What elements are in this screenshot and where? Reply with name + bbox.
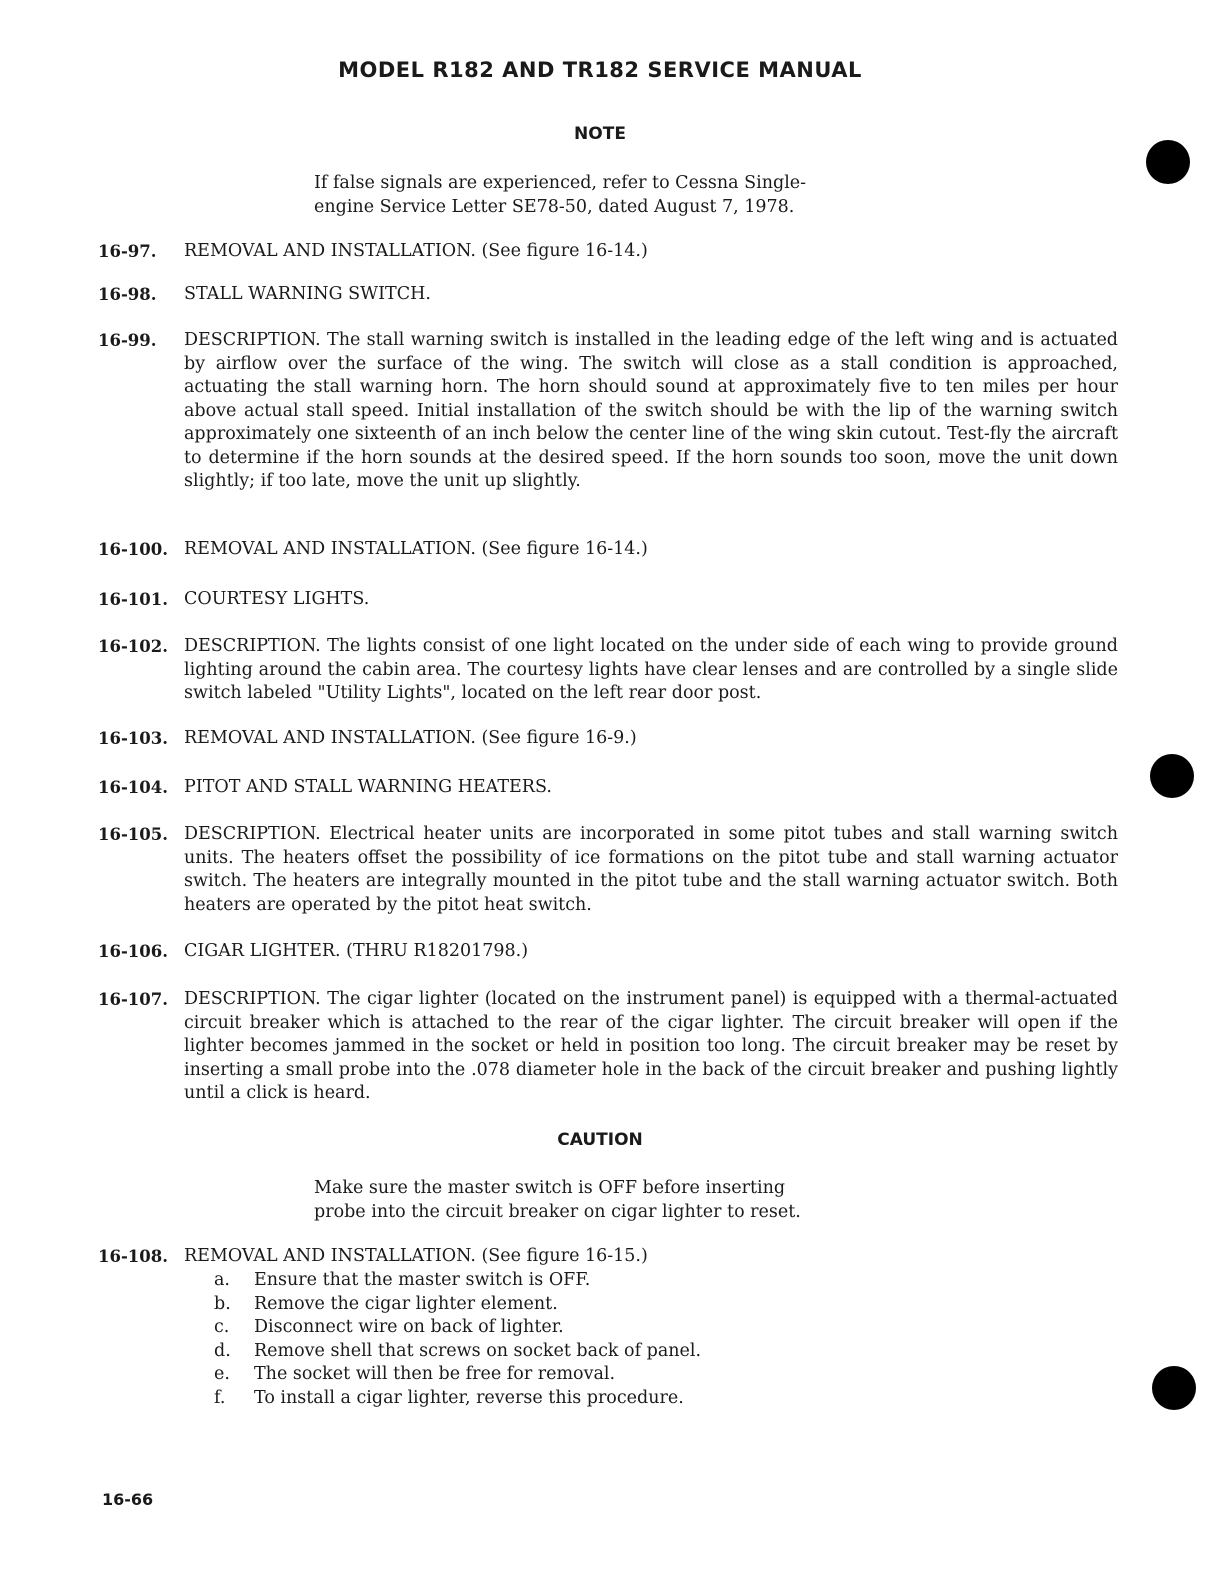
step-text: Remove shell that screws on socket back of panel. <box>254 1340 702 1361</box>
binder-hole <box>1146 140 1190 184</box>
section-text: DESCRIPTION. Electrical heater units are incorporated in some pitot tubes and stall warning switch units. The heaters offset the possibility of ice formations on the pitot tube and stall warning actuator switch. The heaters are integrally mounted in the pitot tube and the stall warning actuator switch. Both heaters are operated by the pitot heat switch. <box>184 824 1118 915</box>
caution-text <box>314 1177 914 1224</box>
section-16-108 <box>98 1245 1118 1269</box>
caution-label: CAUTION <box>557 1130 643 1150</box>
step-letter: b. <box>214 1293 231 1314</box>
section-text: REMOVAL AND INSTALLATION. (See figure 16-14.) <box>184 241 648 261</box>
step-text: Disconnect wire on back of lighter. <box>254 1317 564 1337</box>
procedure-step <box>214 1387 914 1411</box>
section-text: CIGAR LIGHTER. (THRU R18201798.) <box>184 941 529 961</box>
section-text: STALL WARNING SWITCH. <box>184 284 431 304</box>
section-number: 16-98. <box>98 285 157 304</box>
procedure-step <box>214 1293 914 1317</box>
note-label: NOTE <box>574 124 626 144</box>
page-title: MODEL R182 AND TR182 SERVICE MANUAL <box>338 58 862 82</box>
procedure-step <box>214 1269 914 1293</box>
section-16-102 <box>98 635 1118 706</box>
caution-line: probe into the circuit breaker on cigar lighter to reset. <box>314 1201 801 1222</box>
section-16-99 <box>98 329 1118 494</box>
section-16-100 <box>98 538 1118 562</box>
step-letter: d. <box>214 1340 231 1361</box>
procedure-steps <box>214 1269 914 1410</box>
section-text: COURTESY LIGHTS. <box>184 589 370 609</box>
section-16-97 <box>98 240 1118 264</box>
step-text: To install a cigar lighter, reverse this procedure. <box>254 1387 684 1408</box>
section-number: 16-101. <box>98 590 168 609</box>
section-text: PITOT AND STALL WARNING HEATERS. <box>184 777 552 797</box>
step-text: The socket will then be free for removal. <box>254 1364 616 1384</box>
note-line: engine Service Letter SE78-50, dated August 7, 1978. <box>314 196 795 217</box>
section-number: 16-102. <box>98 637 168 656</box>
section-16-103 <box>98 727 1118 751</box>
note-text <box>314 172 914 219</box>
section-16-106 <box>98 940 1118 964</box>
step-letter: f. <box>214 1387 226 1408</box>
section-16-104 <box>98 776 1118 800</box>
section-text: DESCRIPTION. The cigar lighter (located on the instrument panel) is equipped with a thermal-actuated circuit breaker which is attached to the rear of the cigar lighter. The circuit breaker will open if the lighter becomes jammed in the socket or held in position too long. The circuit breaker may be reset by inserting a small probe into the .078 diameter hole in the back of the circuit breaker and pushing lightly until a click is heard. <box>184 989 1118 1103</box>
section-text: DESCRIPTION. The stall warning switch is installed in the leading edge of the left wing and is actuated by airflow over the surface of the wing. The switch will close as a stall condition is approached, actuating the stall warning horn. The horn should sound at approximately five to ten miles per hour above actual stall speed. Initial installation of the switch should be with the lip of the warning switch approximately one sixteenth of an inch below the center line of the wing skin cutout. Test-fly the aircraft to determine if the horn sounds at the desired speed. If the horn sounds too soon, move the unit down slightly; if too late, move the unit up slightly. <box>184 330 1118 491</box>
section-text: REMOVAL AND INSTALLATION. (See figure 16-15.) <box>184 1246 648 1266</box>
page-number: 16-66 <box>102 1490 154 1509</box>
procedure-step <box>214 1363 914 1387</box>
binder-hole <box>1152 1366 1196 1410</box>
section-16-98 <box>98 283 1118 307</box>
section-number: 16-105. <box>98 825 168 844</box>
section-number: 16-106. <box>98 942 168 961</box>
section-text: REMOVAL AND INSTALLATION. (See figure 16-9.) <box>184 728 637 748</box>
section-16-107 <box>98 988 1118 1106</box>
step-letter: e. <box>214 1364 230 1384</box>
section-number: 16-107. <box>98 990 168 1009</box>
section-number: 16-97. <box>98 242 157 261</box>
note-line: If false signals are experienced, refer to Cessna Single- <box>314 173 807 193</box>
binder-hole <box>1150 754 1194 798</box>
step-letter: a. <box>214 1270 230 1290</box>
procedure-step <box>214 1316 914 1340</box>
section-text: DESCRIPTION. The lights consist of one light located on the under side of each wing to provide ground lighting around the cabin area. The courtesy lights have clear lenses and are controlled by a single slide switch labeled "Utility Lights", located on the left rear door post. <box>184 636 1118 703</box>
section-16-105 <box>98 823 1118 917</box>
section-text: REMOVAL AND INSTALLATION. (See figure 16-14.) <box>184 539 648 559</box>
section-number: 16-108. <box>98 1247 168 1266</box>
section-number: 16-100. <box>98 540 168 559</box>
step-text: Remove the cigar lighter element. <box>254 1293 558 1314</box>
section-number: 16-103. <box>98 729 168 748</box>
section-16-101 <box>98 588 1118 612</box>
procedure-step <box>214 1340 914 1364</box>
step-letter: c. <box>214 1317 230 1337</box>
step-text: Ensure that the master switch is OFF. <box>254 1270 591 1290</box>
section-number: 16-104. <box>98 778 168 797</box>
section-number: 16-99. <box>98 331 157 350</box>
caution-line: Make sure the master switch is OFF before inserting <box>314 1178 786 1198</box>
